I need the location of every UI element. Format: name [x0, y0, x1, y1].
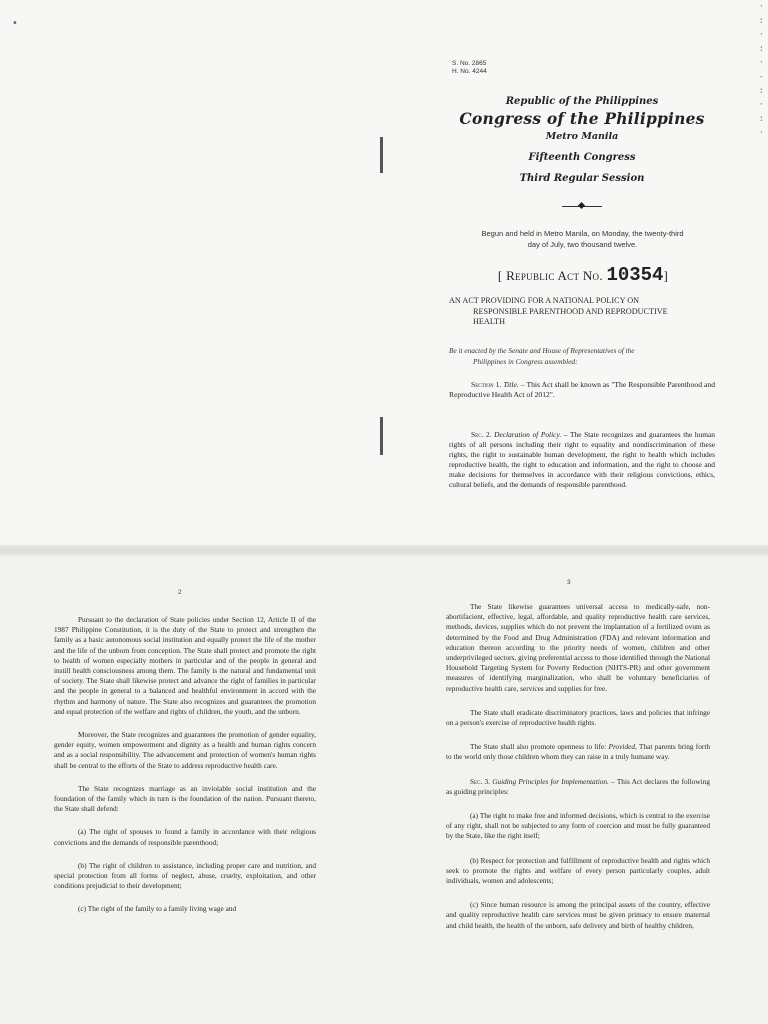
congress-heading: Congress of the Philippines — [459, 109, 705, 128]
page-3-item-c: (c) Since human resource is among the principal assets of the country, effective and quality reproductive health care services must be given primacy to ensure maternal and child health, the health of the unborn, safe delivery and birth of healthy children, — [446, 900, 710, 930]
scan-corner-mark: • — [12, 18, 18, 29]
section-1-text: – This Act shall be known as "The Responsible Parenthood and Reproductive Health Act of 2012". — [449, 380, 715, 399]
ra-suffix: ] — [663, 268, 669, 283]
senate-bill-number: S. No. 2865 — [452, 60, 487, 67]
location-heading: Metro Manila — [545, 131, 619, 142]
section-1-heading: Section 1. — [471, 380, 502, 389]
congress-number-heading: Fifteenth Congress — [528, 152, 636, 163]
page-number-2: 2 — [178, 589, 182, 596]
page-3-column — [446, 602, 710, 945]
section-1 — [449, 380, 715, 400]
binding-mark-top — [380, 137, 383, 173]
page-2-paragraph-1: Pursuant to the declaration of State policies under Section 12, Article II of the 1987 Philippine Constitution, it is the duty of the State to protect and strengthen the family as a basic autonomous social institution and equally protect the life of the mother and the life of the unborn from conception. The State shall protect and promote the right to health of women especially mothers in particular and of the people in general and instill health consciousness among them. The family is the natural and fundamental unit of society. The State shall likewise protect and advance the right of families in particular and the people in general to a balanced and healthful environment in accord with the rhythm and harmony of nature. The State also recognizes and guarantees the promotion and equal protection of the welfare and rights of children, the youth, and the unborn. — [54, 615, 316, 716]
section-2-title: Declaration of Policy. — [494, 430, 562, 439]
page-2-item-b: (b) The right of children to assistance, including proper care and nutrition, and special protection from all forms of neglect, abuse, cruelty, exploitation, and other conditions prejudicial to their development; — [54, 860, 316, 891]
ra-prefix: [ Republic Act No. — [497, 268, 603, 283]
binding-mark-middle — [380, 417, 383, 455]
scan-edge-marks: · : · : · - : · : · — [758, 2, 764, 138]
page-2-item-c: (c) The right of the family to a family living wage and — [78, 904, 237, 914]
page-3-paragraph-3: The State shall also promote openness to life: Provided, That parents bring forth to the world only those children whom they can raise in a truly humane way. — [446, 742, 710, 762]
republic-heading: Republic of the Philippines — [505, 96, 659, 107]
section-3-title: Guiding Principles for Implementation. — [492, 776, 609, 786]
act-title: AN ACT PROVIDING FOR A NATIONAL POLICY ON RESPONSIBLE PARENTHOOD AND REPRODUCTIVE HEALTH — [449, 296, 668, 326]
ornament-divider — [562, 205, 602, 208]
page-2-paragraph-3: The State recognizes marriage as an inviolable social institution and the foundation of the family which in turn is the foundation of the nation. Pursuant thereto, the State shall defend: — [54, 783, 316, 814]
page-3-item-b: (b) Respect for protection and fulfillment of reproductive health and rights which seek to promote the rights and welfare of every person particularly couples, adult individuals, women and adolescents; — [446, 855, 710, 886]
section-1-title: Title. — [503, 380, 519, 389]
section-2-text: – The State recognizes and guarantees the human rights of all persons including their right to equality and nondiscrimination of these rights, the right to sustainable human development, the right to health which includes reproductive health, the right to education and information, and the right to choose and make decisions for themselves in accordance with their religious convictions, ethics, cultural beliefs, and the demands of responsible parenthood. — [449, 430, 715, 490]
page-3-paragraph-2: The State shall eradicate discriminatory practices, laws and policies that infringe on a person's exercise of reproductive health rights. — [446, 707, 710, 728]
bill-numbers — [452, 60, 487, 76]
section-2-heading: Sec. 2. — [471, 430, 492, 439]
session-heading: Third Regular Session — [519, 173, 645, 184]
section-3-heading: Sec. 3. — [470, 776, 490, 786]
page-2-column — [54, 615, 316, 928]
republic-act-number — [452, 264, 714, 286]
section-3-text: – This Act declares the following as guiding principles: — [446, 776, 710, 796]
page-3-paragraph-1: The State likewise guarantees universal access to medically-safe, non-abortifacient, effective, legal, affordable, and quality reproductive health care services, methods, devices, supplies which do not prevent the implantation of a fertilized ovum as determined by the Food and Drug Administration (FDA) and relevant information and education thereon according to the priority needs of women, children and other underprivileged sectors, giving preferential access to those identified through the National Household Targeting System for Poverty Reduction (NHTS-PR) and other government measures of identifying marginalization, who shall be voluntary beneficiaries of reproductive health care, services and supplies for free. — [446, 602, 710, 693]
page-3-item-a: (a) The right to make free and informed decisions, which is central to the exercise of any right, shall not be subjected to any form of coercion and must be fully guaranteed by the State, like the right itself; — [446, 811, 710, 841]
section-3 — [446, 777, 710, 797]
enacting-clause: Be it enacted by the Senate and House of Representatives of the Philippines in Congress assembled: — [449, 346, 635, 366]
begun-statement: Begun and held in Metro Manila, on Monday, the twenty-third day of July, two thousand twelve. — [481, 229, 684, 249]
section-2 — [449, 430, 715, 491]
page-2-item-a: (a) The right of spouses to found a family in accordance with their religious convictions and the demands of responsible parenthood; — [54, 827, 316, 847]
house-bill-number: H. No. 4244 — [452, 68, 487, 75]
page-2-paragraph-2: Moreover, the State recognizes and guarantees the promotion of gender equality, gender equity, women empowerment and dignity as a health and human rights concern and as a social responsibility. The advancement and protection of women's human rights shall be central to the efforts of the State to address reproductive health care. — [54, 730, 316, 770]
page-number-3: 3 — [567, 579, 571, 586]
page-fold — [0, 545, 768, 556]
ra-number: 10354 — [606, 264, 664, 286]
